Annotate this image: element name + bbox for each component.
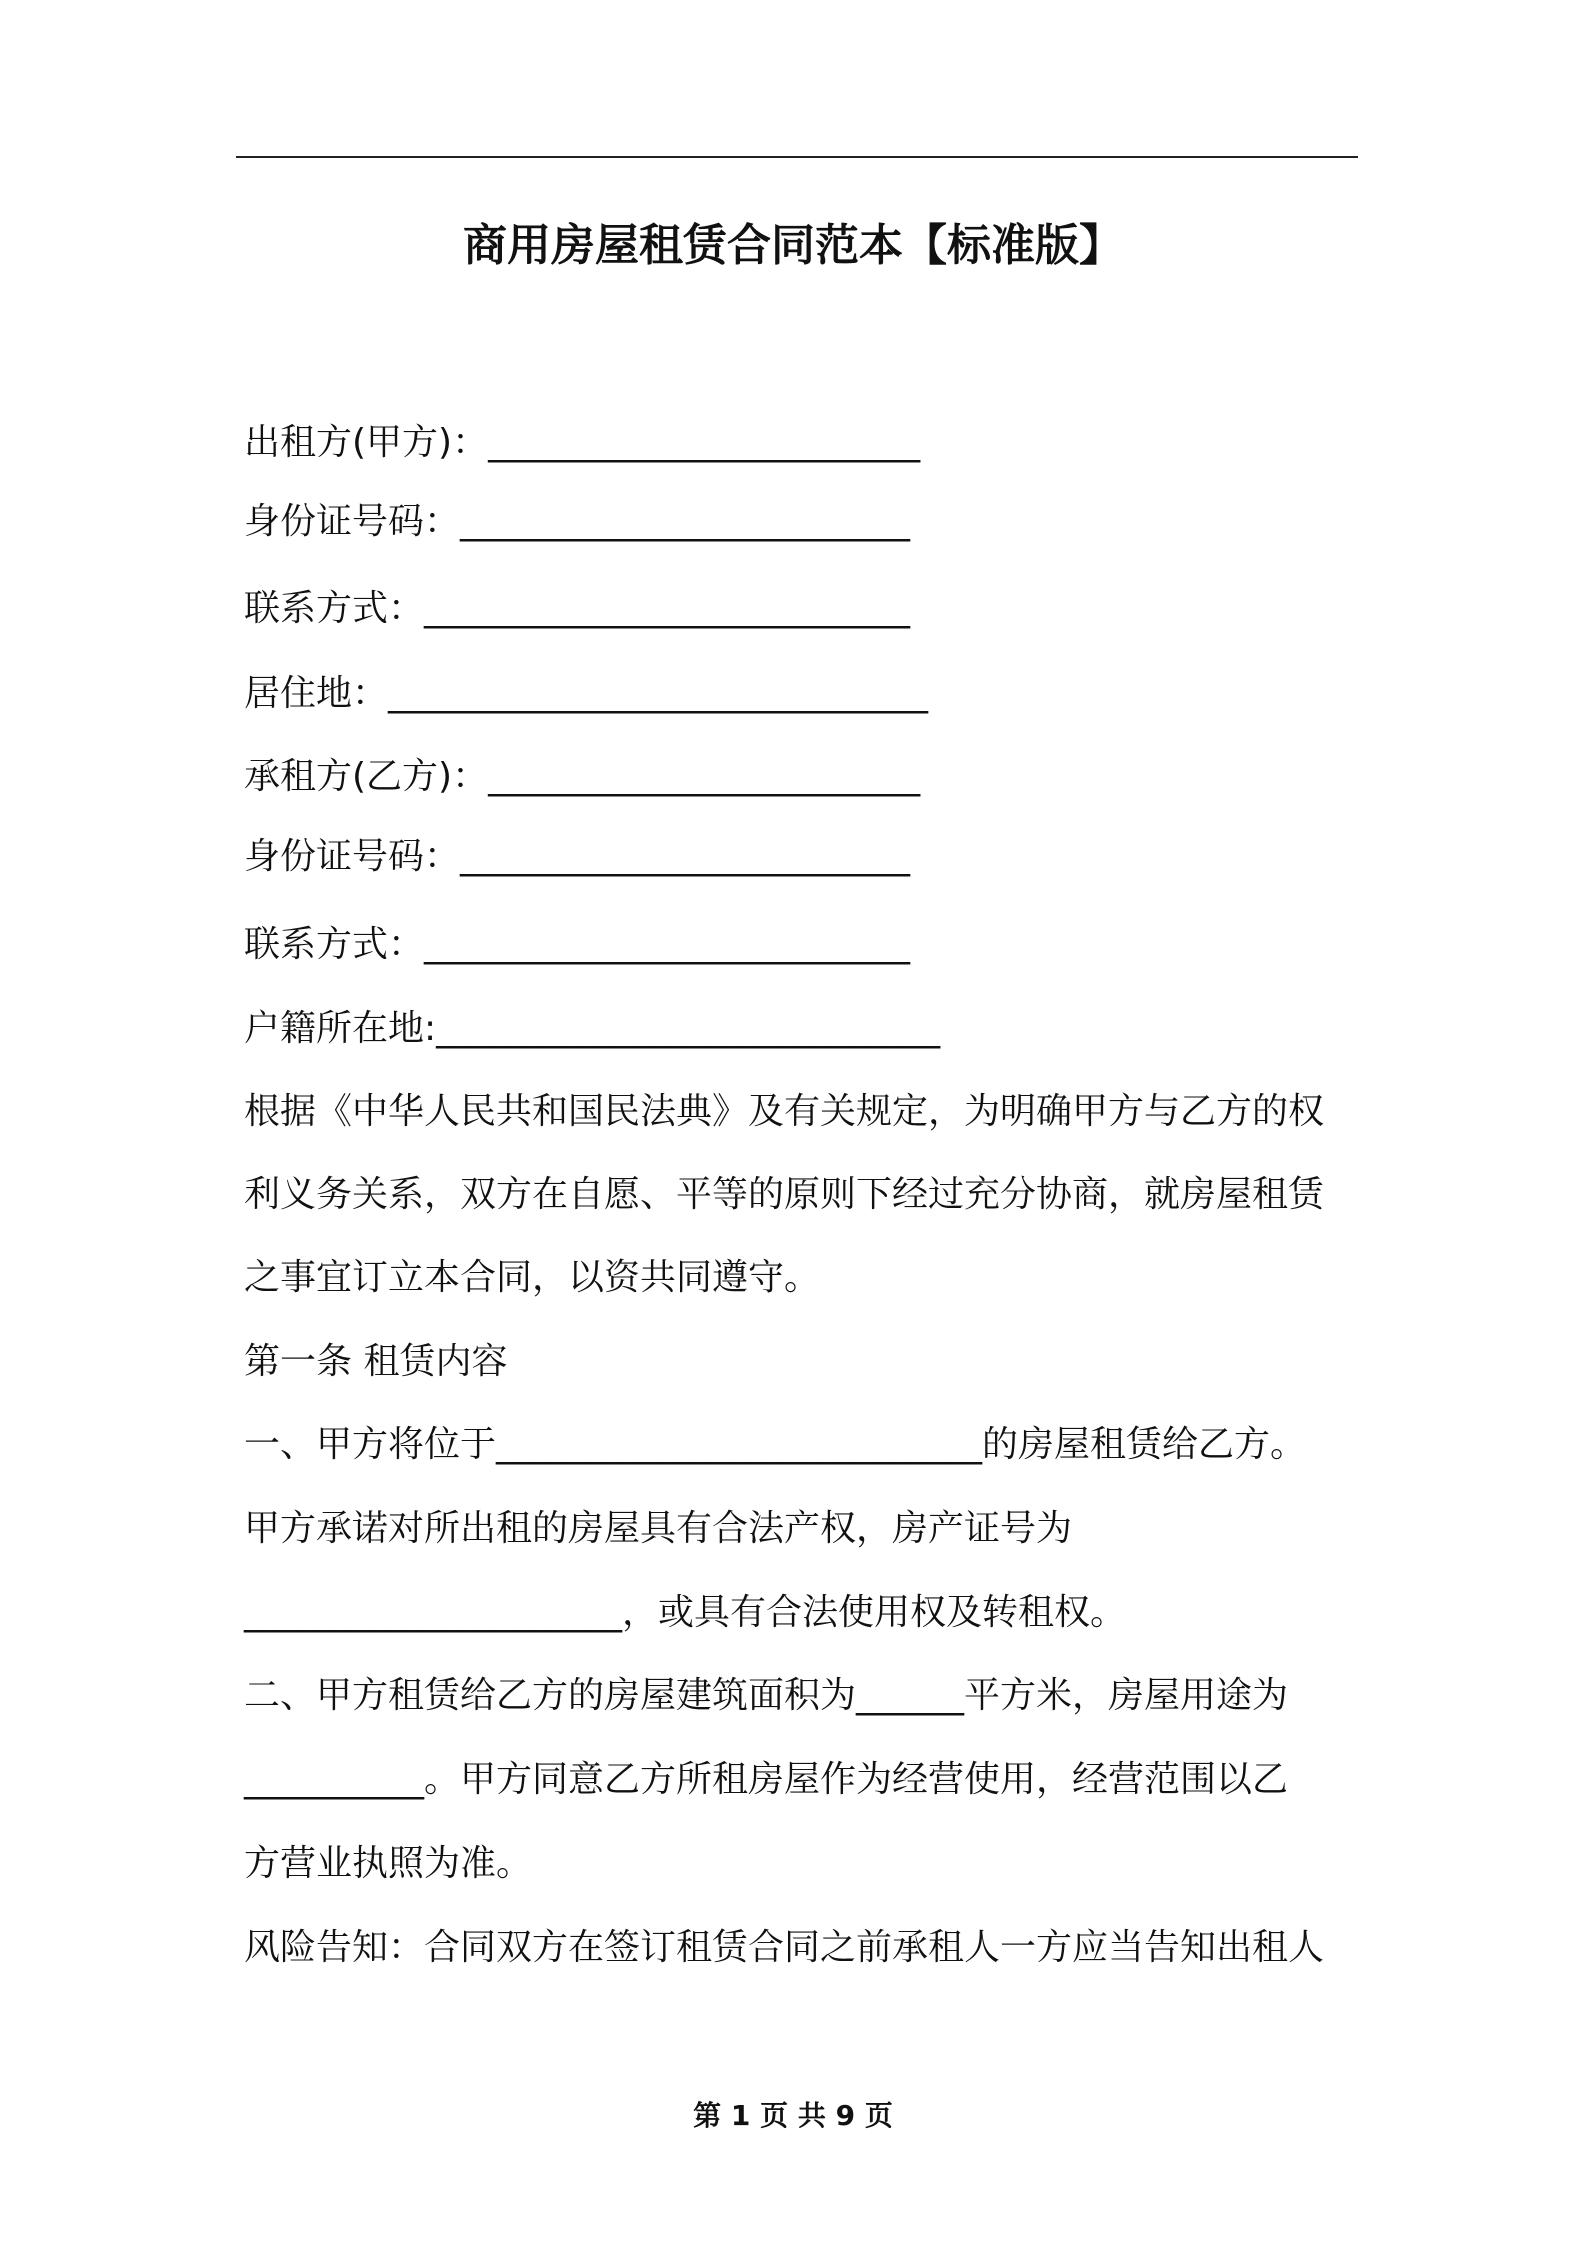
paragraph-line: 一、甲方将位于___________________________的房屋租赁给乙方。 — [244, 1424, 1307, 1465]
lessee-field: 承租方(乙方)：________________________ — [244, 756, 921, 797]
paragraph-line: 根据《中华人民共和国民法典》及有关规定，为明确甲方与乙方的权 — [244, 1091, 1325, 1132]
lessee-contact-field: 联系方式：___________________________ — [244, 924, 911, 965]
lessor-field: 出租方(甲方)：________________________ — [244, 422, 921, 463]
lessee-id-field: 身份证号码：_________________________ — [244, 836, 911, 877]
document-title: 商用房屋租赁合同范本【标准版】 — [463, 220, 1123, 271]
article-heading: 第一条 租赁内容 — [244, 1341, 508, 1382]
paragraph-line: __________。甲方同意乙方所租房屋作为经营使用，经营范围以乙 — [244, 1759, 1289, 1800]
paragraph-line: 利义务关系，双方在自愿、平等的原则下经过充分协商，就房屋租赁 — [244, 1174, 1325, 1215]
page-footer: 第 1 页 共 9 页 — [693, 2099, 893, 2132]
paragraph-line: _____________________，或具有合法使用权及转租权。 — [244, 1592, 1127, 1633]
paragraph-line: 二、甲方租赁给乙方的房屋建筑面积为______平方米，房屋用途为 — [244, 1675, 1289, 1716]
lessor-id-field: 身份证号码：_________________________ — [244, 501, 911, 542]
paragraph-line: 甲方承诺对所出租的房屋具有合法产权，房产证号为 — [244, 1508, 1073, 1549]
lessor-residence-field: 居住地：______________________________ — [244, 673, 929, 714]
paragraph-line: 风险告知：合同双方在签订租赁合同之前承租人一方应当告知出租人 — [244, 1927, 1325, 1968]
lessee-household-field: 户籍所在地:____________________________ — [244, 1008, 941, 1049]
lessor-contact-field: 联系方式：___________________________ — [244, 588, 911, 629]
header-rule — [236, 156, 1358, 158]
paragraph-line: 方营业执照为准。 — [244, 1843, 533, 1884]
paragraph-line: 之事宜订立本合同，以资共同遵守。 — [244, 1257, 821, 1298]
